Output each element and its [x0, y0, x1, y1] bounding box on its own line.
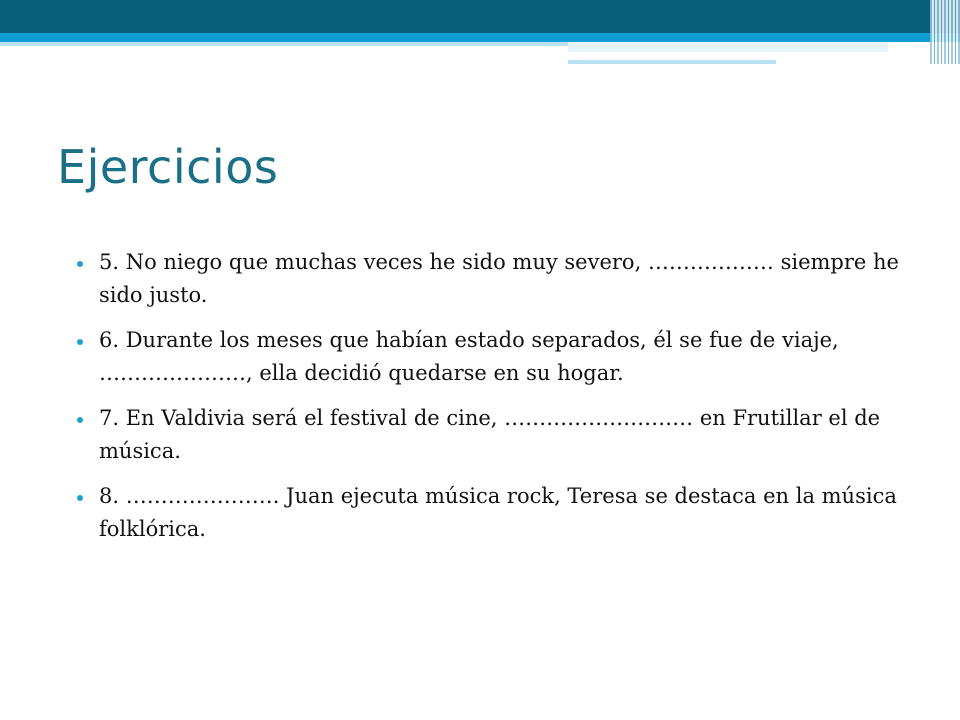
header-stripes-decoration — [930, 0, 960, 64]
header-bar-step — [568, 42, 888, 52]
exercise-item-7 — [75, 402, 915, 468]
exercise-text: 7. En Valdivia será el festival de cine, ……………………… en Frutillar el de música. — [99, 406, 881, 463]
bullet-icon — [77, 339, 83, 345]
header-bar-light — [0, 42, 568, 46]
header-bar-light-tail — [568, 60, 776, 64]
slide-title: Ejercicios — [57, 140, 279, 194]
bullet-icon — [77, 417, 83, 423]
exercise-item-5 — [75, 246, 915, 312]
exercise-item-6 — [75, 324, 915, 390]
bullet-icon — [77, 495, 83, 501]
exercise-text: 8. …………………. Juan ejecuta música rock, Teresa se destaca en la música folklórica. — [99, 484, 897, 541]
header-bar-accent — [0, 33, 960, 42]
exercise-text: 5. No niego que muchas veces he sido muy severo, ……………… siempre he sido justo. — [99, 250, 899, 307]
exercise-list — [75, 246, 915, 558]
exercise-item-8 — [75, 480, 915, 546]
header-bar-dark — [0, 0, 960, 33]
exercise-text: 6. Durante los meses que habían estado separados, él se fue de viaje, …………………, ella decidió quedarse en su hogar. — [99, 328, 839, 385]
bullet-icon — [77, 261, 83, 267]
